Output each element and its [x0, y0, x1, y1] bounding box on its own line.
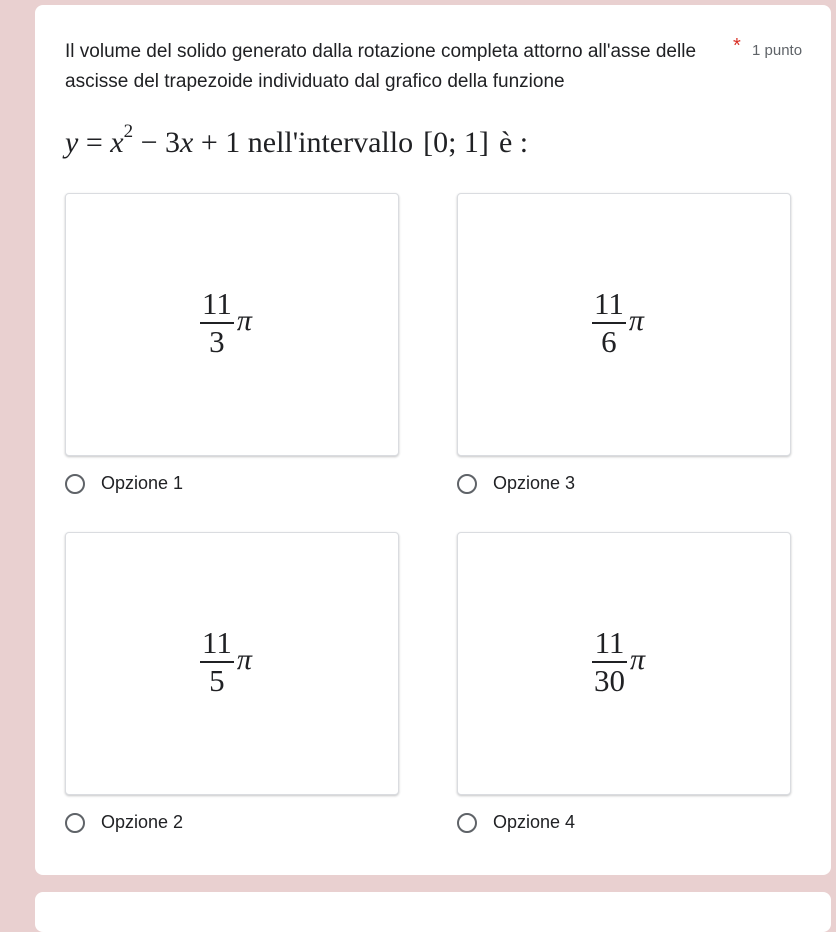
formula-interval: [0; 1]	[423, 126, 489, 159]
fraction-denominator: 3	[209, 324, 225, 359]
option-fraction-2	[200, 625, 252, 699]
question-text: Il volume del solido generato dalla rotazione completa attorno all'asse delle ascisse del trapezoide individuato dal grafico della funzione	[65, 41, 697, 92]
required-asterisk: *	[733, 35, 741, 57]
option-row-1[interactable]	[65, 473, 183, 494]
option-fraction-3	[592, 286, 644, 360]
fraction-numerator: 11	[202, 286, 232, 321]
pi-symbol: π	[236, 643, 252, 676]
radio-label-3[interactable]: Opzione 3	[493, 473, 576, 493]
formula-plus-text: + 1 nell'intervallo	[193, 126, 414, 159]
radio-option-4[interactable]	[457, 813, 477, 833]
option-row-2[interactable]	[65, 812, 183, 833]
radio-option-1[interactable]	[65, 474, 85, 494]
radio-option-3[interactable]	[457, 474, 477, 494]
pi-symbol: π	[628, 304, 644, 337]
option-image-2[interactable]	[65, 532, 399, 795]
option-row-4[interactable]	[457, 812, 575, 833]
question-card	[35, 5, 831, 875]
option-row-3[interactable]	[457, 473, 575, 494]
points-label: 1 punto	[752, 42, 803, 59]
option-fraction-1	[200, 286, 252, 360]
formula-x2: x	[180, 126, 194, 159]
option-image-3[interactable]	[457, 193, 791, 456]
next-question-card	[35, 892, 831, 932]
option-fraction-4	[592, 625, 645, 699]
fraction-denominator: 30	[594, 663, 625, 698]
formula-exponent: 2	[123, 121, 134, 142]
radio-label-1[interactable]: Opzione 1	[101, 473, 184, 493]
radio-label-2[interactable]: Opzione 2	[101, 812, 184, 832]
radio-label-4[interactable]: Opzione 4	[493, 812, 576, 832]
formula-equals: =	[78, 126, 111, 159]
pi-symbol: π	[236, 304, 252, 337]
fraction-numerator: 11	[594, 286, 624, 321]
radio-option-2[interactable]	[65, 813, 85, 833]
fraction-denominator: 6	[601, 324, 617, 359]
formula-y: y	[65, 126, 79, 159]
formula-minus: − 3	[133, 126, 180, 159]
fraction-denominator: 5	[209, 663, 225, 698]
option-image-1[interactable]	[65, 193, 399, 456]
formula-tail: è :	[498, 126, 529, 159]
pi-symbol: π	[630, 643, 646, 676]
formula-x: x	[110, 126, 124, 159]
question-formula	[65, 121, 529, 160]
fraction-numerator: 11	[594, 625, 625, 660]
fraction-numerator: 11	[202, 625, 232, 660]
option-image-4[interactable]	[457, 532, 791, 795]
